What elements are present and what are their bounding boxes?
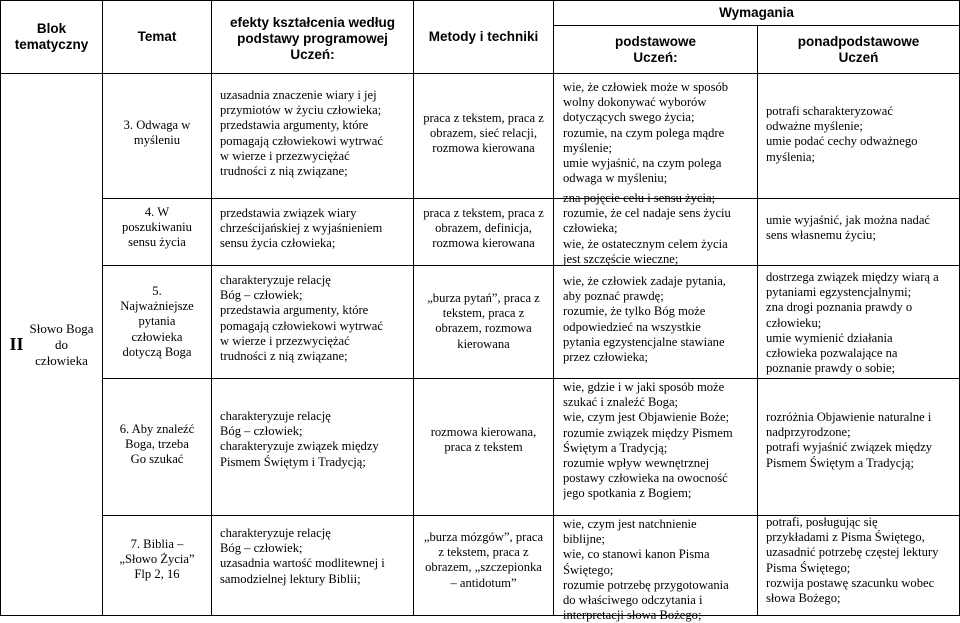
header-blok: Blok tematyczny xyxy=(14,21,89,52)
metody-row-6: rozmowa kierowana, praca z tekstem xyxy=(430,425,537,455)
header-podstawowe: podstawowe Uczeń: xyxy=(614,33,696,65)
ponad-row-3: potrafi scharakteryzować odważne myślenie; umie podać cechy odważnego myślenia; xyxy=(766,104,918,164)
metody-row-4: praca z tekstem, praca z obrazem, definicja, rozmowa kierowana xyxy=(423,206,544,251)
efekty-row-6: charakteryzuje relację Bóg – człowiek; charakteryzuje związek między Pismem Świętym i Tradycją; xyxy=(220,409,379,469)
temat-3: 3. Odwaga w myśleniu xyxy=(123,118,191,148)
metody-row-7: „burza mózgów”, praca z tekstem, praca z obrazem, „szczepionka – antidotum” xyxy=(423,530,544,590)
metody-row-3: praca z tekstem, praca z obrazem, sieć relacji, rozmowa kierowana xyxy=(423,111,544,156)
temat-7: 7. Biblia – „Słowo Życia” Flp 2, 16 xyxy=(119,537,195,582)
podstawowe-row-6: wie, gdzie i w jaki sposób może szukać i znaleźć Boga; wie, czym jest Objawienie Boże; rozumie związek między Pismem Świętym a Tradycją; rozumie wpływ wewnętrznej postawy człowieka na owocność jego spotkania z Bogiem; xyxy=(563,380,733,501)
ponad-row-4: umie wyjaśnić, jak można nadać sens własnemu życiu; xyxy=(766,213,931,243)
header-efekty: efekty kształcenia według podstawy programowej Uczeń: xyxy=(229,15,396,62)
temat-5: 5. Najważniejsze pytania człowieka dotyczą Boga xyxy=(120,284,194,359)
header-metody: Metody i techniki xyxy=(428,29,539,44)
temat-4: 4. W poszukiwaniu sensu życia xyxy=(122,205,192,250)
blok-title: Słowo Boga do człowieka xyxy=(29,320,94,368)
podstawowe-row-4: zna pojęcie celu i sensu życia; rozumie, że cel nadaje sens życiu człowieka; wie, że ostatecznym celem życia jest szczęście wieczne; xyxy=(563,191,731,266)
podstawowe-row-7: wie, czym jest natchnienie biblijne; wie, co stanowi kanon Pisma Świętego; rozumie potrzebę przygotowania do właściwego odczytania i interpretacji słowa Bożego; xyxy=(563,517,729,623)
podstawowe-row-5: wie, że człowiek zadaje pytania, aby poznać prawdę; rozumie, że tylko Bóg może odpowiedzieć na wszystkie pytania egzystencjalne stawiane przez człowieka; xyxy=(563,274,726,365)
ponad-row-7: potrafi, posługując się przykładami z Pisma Świętego, uzasadnić potrzebę częstej lektury Pisma Świętego; rozwija postawę szacunku wobec słowa Bożego; xyxy=(766,515,939,606)
temat-6: 6. Aby znaleźć Boga, trzeba Go szukać xyxy=(119,422,195,467)
metody-row-5: „burza pytań”, praca z tekstem, praca z obrazem, rozmowa kierowana xyxy=(427,291,540,351)
efekty-row-5: charakteryzuje relację Bóg – człowiek; przedstawia argumenty, które pomagają człowiekowi wytrwać w wierze i przezwyciężać trudności z nią związane; xyxy=(220,273,383,364)
header-temat: Temat xyxy=(137,29,177,44)
efekty-row-3: uzasadnia znaczenie wiary i jej przymiotów w życiu człowieka; przedstawia argumenty, które pomagają człowiekowi wytrwać w wierze i przezwyciężać trudności z nią związane; xyxy=(220,88,383,179)
efekty-row-4: przedstawia związek wiary chrześcijańskiej z wyjaśnieniem sensu życia człowieka; xyxy=(220,206,383,251)
podstawowe-row-3: wie, że człowiek może w sposób wolny dokonywać wyborów dotyczących swego życia; rozumie, na czym polega mądre myślenie; umie wyjaśnić, na czym polega odwaga w myśleniu; xyxy=(563,80,729,186)
ponad-row-5: dostrzega związek między wiarą a pytaniami egzystencjalnymi; zna drogi poznania prawdy o człowieku; umie wymienić działania człowieka pozwalające na poznanie prawdy o sobie; xyxy=(766,270,939,376)
header-wymagania: Wymagania xyxy=(719,5,794,20)
blok-number: II xyxy=(9,334,24,354)
header-ponadpodstawowe: ponadpodstawowe Uczeń xyxy=(797,33,920,65)
efekty-row-7: charakteryzuje relację Bóg – człowiek; uzasadnia wartość modlitewnej i samodzielnej lektury Biblii; xyxy=(220,526,385,586)
ponad-row-6: rozróżnia Objawienie naturalne i nadprzyrodzone; potrafi wyjaśnić związek między Pismem Świętym a Tradycją; xyxy=(766,410,933,470)
blok-cell xyxy=(1,74,102,615)
